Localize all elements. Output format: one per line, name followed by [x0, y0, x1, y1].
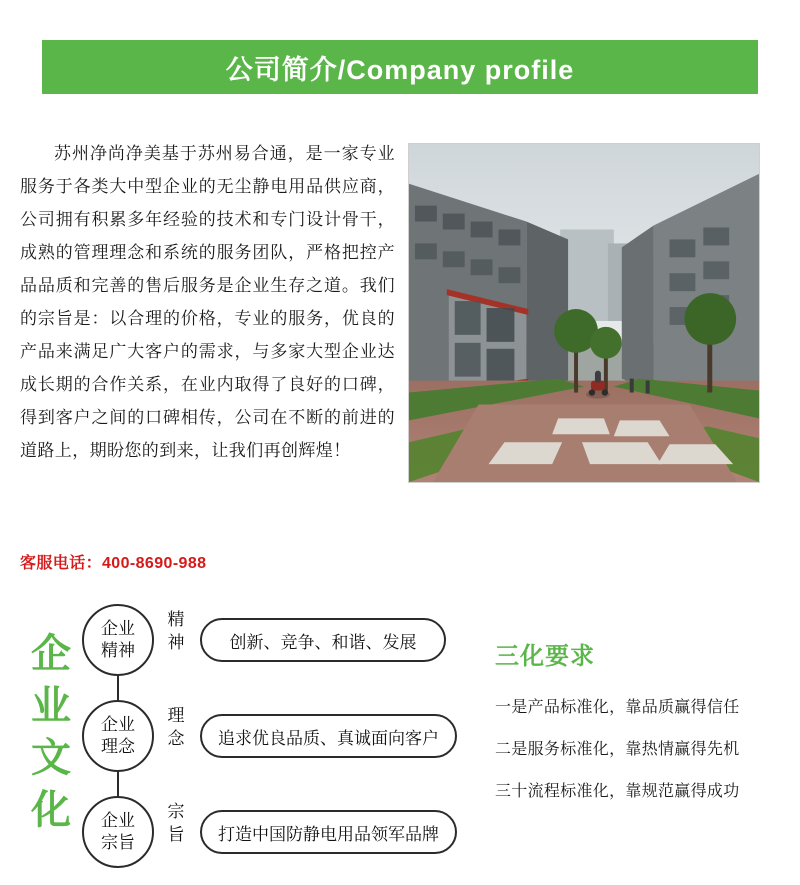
culture-oval-line2: 精神 [101, 641, 135, 660]
culture-vertical-label-spirit: 精神 [167, 610, 185, 652]
page-title: 公司简介/Company profile [225, 54, 575, 85]
company-intro-text: 苏州净尚净美基于苏州易合通，是一家专业服务于各类大中型企业的无尘静电用品供应商，公司拥有积累多年经验的技术和专门设计骨干，成熟的管理理念和系统的服务团队，严格把控产品品质和完善的售后服务是企业生存之道。我们的宗旨是：以合理的价格，专业的服务，优良的产品来满足广大客户的需求，与多家大型企业达成长期的合作关系，在业内取得了良好的口碑，得到客户之间的口碑相传，公司在不断的前进的道路上，期盼您的到来，让我们再创辉煌！ [20, 144, 395, 460]
culture-pill-purpose: 打造中国防静电用品领军品牌 [200, 810, 457, 854]
campus-photo-illustration [409, 144, 759, 482]
culture-oval-spirit [82, 604, 154, 676]
culture-oval-philosophy [82, 700, 154, 772]
company-campus-photo [408, 143, 760, 483]
requirement-item-1: 一是产品标准化，靠品质赢得信任 [495, 699, 740, 716]
culture-vertical-label-philosophy: 理念 [167, 706, 185, 748]
requirement-item-2: 二是服务标准化，靠热情赢得先机 [495, 741, 740, 758]
requirements-block [495, 636, 790, 813]
culture-row-spirit [82, 596, 462, 692]
culture-oval-line2: 理念 [101, 737, 135, 756]
culture-oval-line1: 企业 [101, 619, 135, 638]
requirement-item-3: 三十流程标准化，靠规范赢得成功 [495, 783, 740, 800]
culture-oval-line1: 企业 [101, 811, 135, 830]
culture-oval-line1: 企业 [101, 715, 135, 734]
customer-service-hotline: 客服电话：400-8690-988 [20, 555, 207, 572]
culture-oval-purpose [82, 796, 154, 868]
culture-side-label: 企业文化 [31, 632, 71, 832]
culture-rows [82, 596, 462, 884]
culture-oval-line2: 宗旨 [101, 833, 135, 852]
culture-vertical-label-purpose: 宗旨 [167, 802, 185, 844]
culture-row-philosophy [82, 692, 462, 788]
culture-pill-spirit: 创新、竞争、和谐、发展 [200, 618, 446, 662]
page-header-banner [42, 40, 758, 94]
culture-row-purpose [82, 788, 462, 884]
requirements-title: 三化要求 [495, 643, 595, 670]
company-intro-block [20, 137, 395, 467]
culture-pill-philosophy: 追求优良品质、真诚面向客户 [200, 714, 457, 758]
